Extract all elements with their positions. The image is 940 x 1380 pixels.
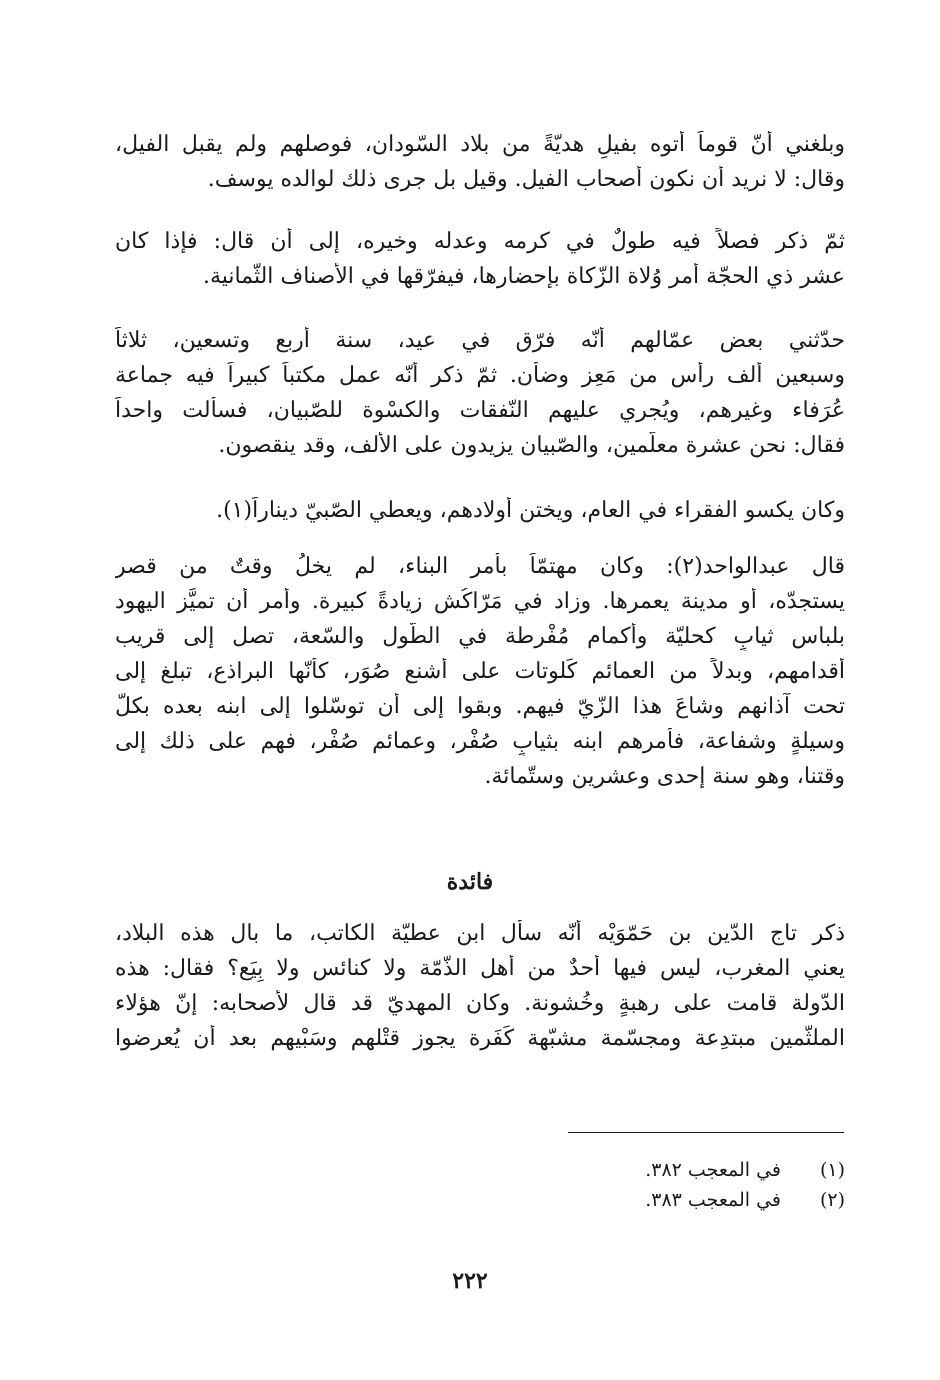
text-line: وكان يكسو الفقراء في العام، ويختن أولادهم، ويعطي الصّبيّ ديناراً(١). [216,498,845,523]
text-line: وبلغني أنّ قوماً أتوه بفيلٍ هديّةً من بلاد السّودان، فوصلهم ولم يقبل الفيل، [115,132,845,157]
text-line: وقال: لا نريد أن نكون أصحاب الفيل. وقيل بل جرى ذلك لوالده يوسف. [207,167,845,192]
text-line: بلباس ثيابٍ كحليّة وأكمام مُفْرطة في الطُّول والسّعة، تصل إلى قريب [115,624,845,649]
text-line: يستجدّه، أو مدينة يعمرها. وزاد في مَرّاكُش زيادةً كبيرة. وأمر أن تميَّز اليهود [115,589,845,614]
footnote-number: (١) [819,1159,845,1181]
text-line: يعني المغرب، ليس فيها أحدٌ من أهل الذّمّة ولا كنائس ولا بِيَع؟ فقال: هذه [115,956,845,981]
text-line: أقدامهم، وبدلاً من العمائم كَلوتات على أشنع صُوَر، كأنّها البراذع، تبلغ إلى [115,659,845,684]
footnote-text: في المعجب ٣٨٢. [645,1159,781,1181]
footnote-number: (٢) [819,1189,845,1211]
text-line: ثمّ ذكر فصلاً فيه طولٌ في كرمه وعدله وخيره، إلى أن قال: فإذا كان [115,229,845,254]
page-number: ٢٢٢ [452,1268,488,1294]
text-line: وقتنا، وهو سنة إحدى وعشرين وستّمائة. [484,764,845,789]
text-line: حدّثني بعض عمّالهم أنّه فرّق في عيد، سنة أربع وتسعين، ثلاثاً [115,328,845,353]
text-line: وسيلةٍ وشفاعة، فأمرهم ابنه بثيابٍ صُفْر، وعمائم صُفْر، فهم على ذلك إلى [115,729,845,754]
footnote-separator [568,1132,844,1133]
text-line: قال عبدالواحد(٢): وكان مهتمّاً بأمر البناء، لم يخلُ وقتٌ من قصر [115,554,845,579]
footnote [445,1188,845,1212]
text-line: الدّولة قامت على رهبةٍ وخُشونة. وكان المهديّ قد قال لأصحابه: إنّ هؤلاء [115,991,845,1016]
text-line: تحت آذانهم وشاعَ هذا الزّيّ فيهم. وبقوا إلى أن توسّلوا إلى ابنه بعده بكلّ [115,694,845,719]
text-line: وسبعين ألف رأس من مَعِز وضأن. ثمّ ذكر أنّه عمل مكتباً كبيراً فيه جماعة [115,363,845,388]
text-line: فقال: نحن عشرة معلّمين، والصّبيان يزيدون على الألف، وقد ينقصون. [218,433,845,458]
text-line: الملثّمين مبتدِعة ومجسّمة مشبّهة كَفَرة يجوز قتْلهم وسَبْيهم بعد أن يُعرضوا [115,1026,845,1051]
text-line: ذكر تاج الدّين بن حَمّوَيْه أنّه سأل ابن عطيّة الكاتب، ما بال هذه البلاد، [115,921,845,946]
footnote-text: في المعجب ٣٨٣. [645,1189,781,1211]
text-line: عشر ذي الحجّة أمر وُلاة الزّكاة بإحضارها، فيفرّقها في الأصناف الثّمانية. [202,264,845,289]
section-heading: فائدة [446,869,494,895]
text-line: عُرَفاء وغيرهم، ويُجري عليهم النّفقات والكسْوة للصّبيان، فسألت واحداً [115,398,845,423]
footnote [445,1158,845,1182]
